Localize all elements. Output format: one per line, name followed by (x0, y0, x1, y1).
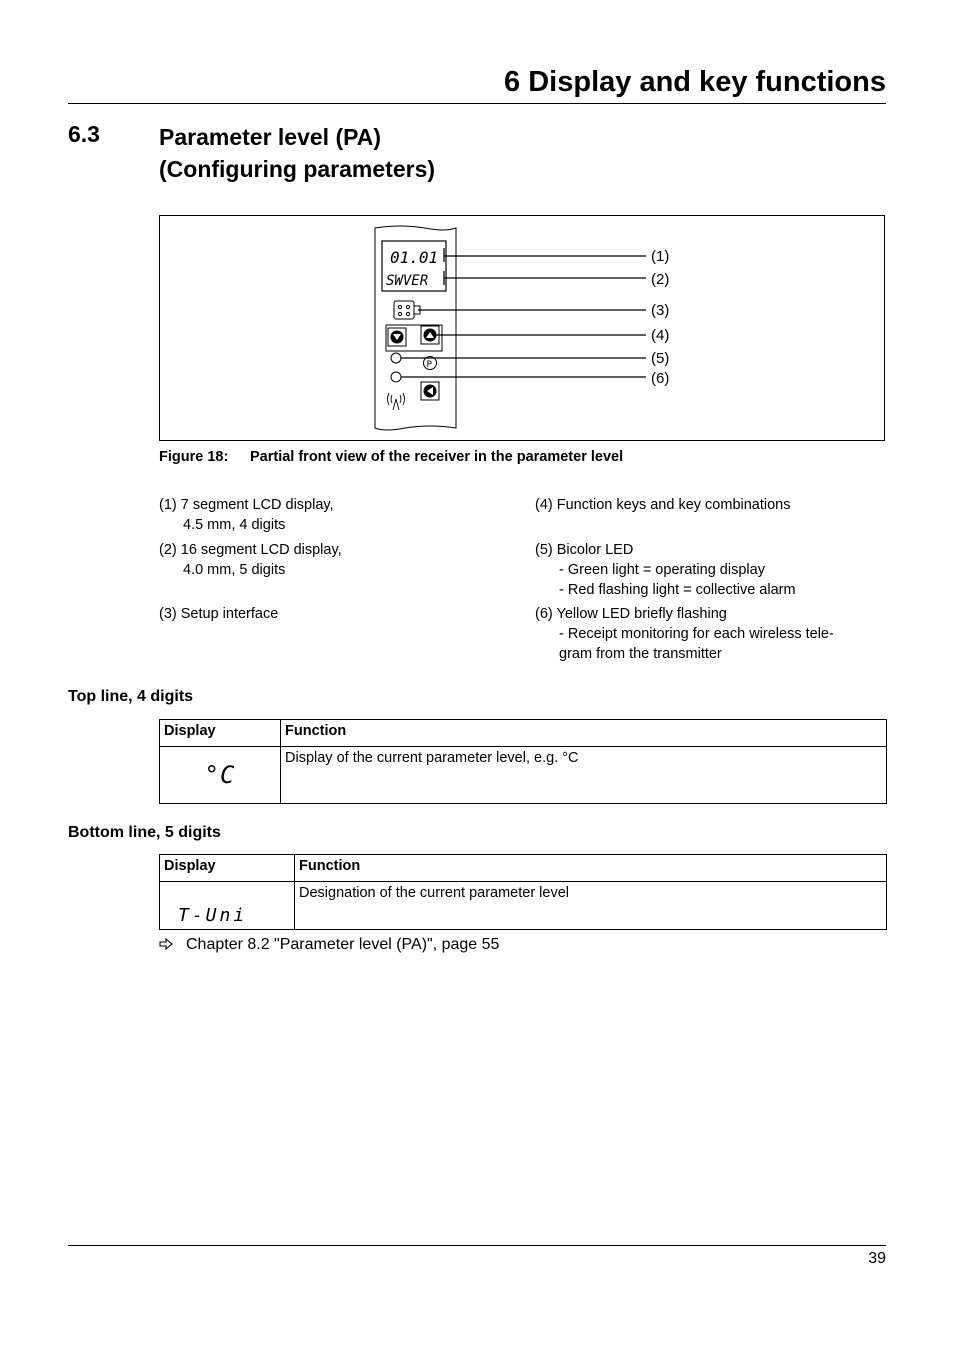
table-row (160, 747, 887, 804)
legend-item-2-line2: 4.0 mm, 5 digits (183, 561, 286, 578)
callout-6: (6) (651, 370, 670, 387)
legend-item-5-line1: (5) Bicolor LED (535, 542, 634, 558)
legend-item-6-line1: (6) Yellow LED briefly flashing (535, 606, 727, 622)
lcd-degree-celsius-symbol: °C (204, 761, 236, 789)
lcd-segment-text: T-Uni (178, 905, 248, 926)
header-rule (68, 103, 886, 104)
key-left-icon (421, 382, 439, 400)
column-header-function: Function (295, 855, 887, 882)
bottom-line-heading: Bottom line, 5 digits (68, 824, 221, 841)
display-cell (160, 747, 281, 804)
bottom-line-table (159, 854, 887, 930)
legend-item-6-line2: - Receipt monitoring for each wireless tele- (559, 625, 834, 642)
chapter-cross-reference[interactable] (159, 936, 499, 954)
legend-item-5-line2: - Green light = operating display (559, 561, 765, 578)
table-header-row (160, 855, 887, 882)
callout-2: (2) (651, 271, 670, 288)
display-cell (160, 882, 295, 930)
section-title-line2: (Configuring parameters) (159, 156, 436, 182)
top-line-table (159, 719, 887, 804)
callout-leaders (401, 248, 646, 377)
function-cell: Display of the current parameter level, e.g. °C (281, 747, 887, 804)
legend-item-5 (535, 541, 796, 600)
lcd-bottom-chars: SWVER (386, 273, 429, 289)
legend-item-3-line1: (3) Setup interface (159, 606, 279, 622)
legend-item-1 (159, 496, 334, 536)
legend-item-6-line3: gram from the transmitter (559, 645, 722, 662)
legend-item-1-line2: 4.5 mm, 4 digits (183, 516, 286, 533)
callout-3: (3) (651, 302, 670, 319)
page-number: 39 (868, 1250, 886, 1267)
section-number: 6.3 (68, 121, 100, 147)
figure-caption (159, 449, 623, 465)
column-header-display: Display (160, 720, 281, 747)
chapter-title: 6 Display and key functions (504, 66, 886, 98)
bicolor-led-icon (391, 353, 401, 363)
key-down-icon (388, 328, 406, 346)
wireless-icon (388, 393, 405, 410)
yellow-led-icon (391, 372, 401, 382)
function-cell: Designation of the current parameter level (295, 882, 887, 930)
svg-text:P: P (426, 360, 432, 370)
section-title-line1: Parameter level (PA) (159, 124, 382, 150)
legend-item-2-line1: (2) 16 segment LCD display, (159, 542, 342, 558)
legend-item-6 (535, 605, 834, 664)
callout-4: (4) (651, 327, 670, 344)
footer-rule (68, 1245, 886, 1246)
legend-item-1-line1: (1) 7 segment LCD display, (159, 497, 334, 513)
receiver-front-view (160, 216, 884, 440)
arrow-right-icon (159, 936, 186, 954)
top-line-heading: Top line, 4 digits (68, 688, 194, 705)
legend-item-5-line3: - Red flashing light = collective alarm (559, 581, 796, 598)
section-title (159, 121, 435, 185)
table-header-row (160, 720, 887, 747)
cross-reference-text: Chapter 8.2 "Parameter level (PA)", page 55 (186, 936, 500, 953)
table-row (160, 882, 887, 930)
column-header-function: Function (281, 720, 887, 747)
figure-caption-label: Figure 18: (159, 449, 229, 465)
legend-item-2 (159, 541, 342, 581)
lcd-top-digits: 01.01 (390, 248, 439, 267)
callout-5: (5) (651, 350, 670, 367)
legend-item-3 (159, 605, 278, 625)
legend-item-4-line1: (4) Function keys and key combinations (535, 497, 791, 513)
setup-interface-icon (394, 301, 414, 319)
legend-item-4 (535, 496, 791, 516)
callout-1: (1) (651, 248, 670, 265)
column-header-display: Display (160, 855, 295, 882)
figure-caption-text: Partial front view of the receiver in the parameter level (250, 449, 624, 465)
